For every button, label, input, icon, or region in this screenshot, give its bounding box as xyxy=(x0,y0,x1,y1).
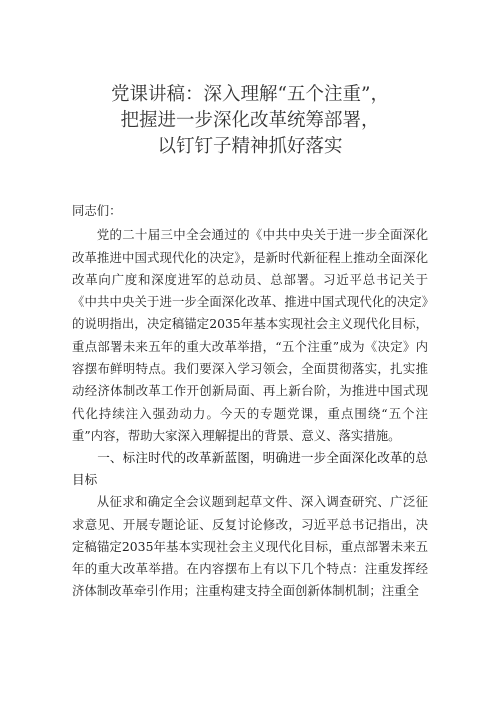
title-line-1: 党课讲稿：深入理解“五个注重”， xyxy=(111,84,389,105)
document-body xyxy=(72,200,428,603)
title-line-3: 以钉钉子精神抓好落实 xyxy=(157,136,343,157)
title-line-2: 把握进一步深化改革统筹部署， xyxy=(120,110,380,131)
salutation: 同志们： xyxy=(72,203,122,218)
paragraph-intro: 党的二十届三中全会通过的《中共中央关于进一步全面深化改革推进中国式现代化的决定》，是新时代新征程上推动全面深化改革向广度和深度进军的总动员、总部署。习近平总书记关于《中共中央关于进一步全面深化改革、推进中国式现代化的决定》的说明指出，决定稿锚定2035年基本实现社会主义现代化目标，重点部署未来五年的重大改革举措，“五个注重”成为《决定》内容摆布鲜明特点。我们要深入学习领会，全面贯彻落实，扎实推动经济体制改革工作开创新局面、再上新台阶，为推进中国式现代化持续注入强劲动力。今天的专题党课，重点围绕“五个注重”内容，帮助大家深入理解提出的背景、意义、落实措施。 xyxy=(72,227,428,443)
paragraph-section-1: 从征求和确定全会议题到起草文件、深入调查研究、广泛征求意见、开展专题论证、反复讨论修改，习近平总书记指出，决定稿锚定2035年基本实现社会主义现代化目标，重点部署未来五年的重大改革举措。在内容摆布上有以下几个特点：注重发挥经济体制改革牵引作用；注重构建支持全面创新体制机制；注重全 xyxy=(72,494,428,599)
section-heading-1: 一、标注时代的改革新蓝图，明确进一步全面深化改革的总目标 xyxy=(72,450,428,488)
document-title xyxy=(72,82,428,160)
